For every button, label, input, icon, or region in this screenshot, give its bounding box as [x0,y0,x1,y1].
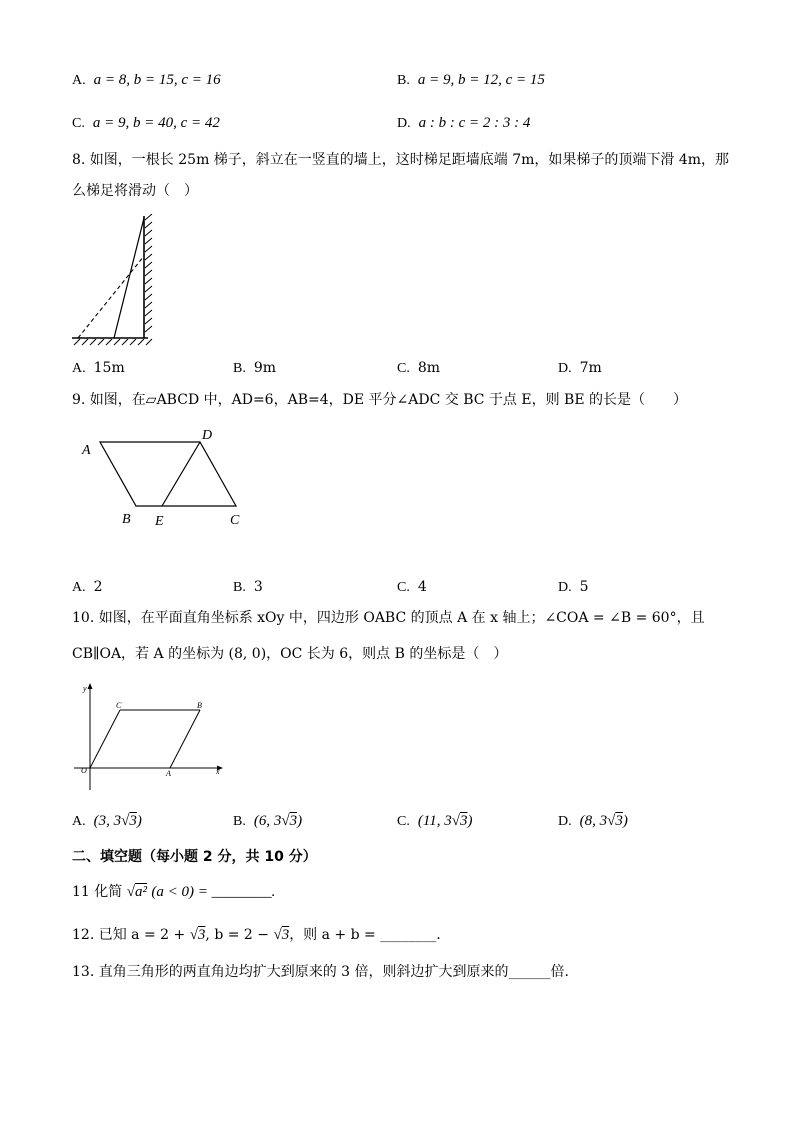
q8-option-d: D. 7m [558,360,602,376]
q8-option-a: A. 15m [72,360,125,376]
q10-option-a: A. (3, 3√3) [72,813,142,829]
q10-option-d: D. (8, 3√3) [558,813,628,829]
q10-option-b: B. (6, 3√3) [233,813,303,829]
q10-label-o: O [81,766,87,775]
q8-text-line2: 么梯足将滑动（ ） [72,183,198,199]
q11-text: 11 化简 √a² (a < 0) = ________. [72,884,276,900]
q9-label-c: C [230,513,240,528]
q8-text-line1: 8. 如图，一根长 25m 梯子，斜立在一竖直的墙上，这时梯足距墙底端 7m，如果梯子的顶端下滑 4m，那 [72,152,730,168]
q10-label-a: A [166,769,171,778]
q10-option-c: C. (11, 3√3) [397,813,473,829]
q9-option-c: C. 4 [397,579,427,595]
q9-parallelogram-figure [74,424,254,532]
q8-option-b: B. 9m [233,360,277,376]
q10-label-x: x [216,767,220,776]
q9-option-b: B. 3 [233,579,263,595]
q7-option-c: C. a = 9, b = 40, c = 42 [72,115,220,131]
q9-label-e: E [155,514,164,529]
q9-label-a: A [82,443,91,458]
q10-label-y: y [83,684,87,693]
q7-option-b: B. a = 9, b = 12, c = 15 [397,72,545,88]
section-2-title: 二、填空题（每小题 2 分，共 10 分） [72,849,317,865]
q10-label-c: C [116,701,122,710]
q8-option-c: C. 8m [397,360,441,376]
q12-text: 12. 已知 a = 2 + √3, b = 2 − √3，则 a + b = ________. [72,927,441,943]
q7-option-d: D. a : b : c = 2 : 3 : 4 [397,115,531,131]
q9-label-d: D [202,428,213,443]
q10-text-line2: CB∥OA，若 A 的坐标为 (8, 0)，OC 长为 6，则点 B 的坐标是（ ） [72,646,508,662]
q10-label-b: B [197,701,202,710]
q9-option-d: D. 5 [558,579,589,595]
q10-coordinate-figure [70,680,230,794]
q9-text: 9. 如图，在▱ABCD 中，AD=6，AB=4，DE 平分∠ADC 交 BC 于点 E，则 BE 的长是（ ） [72,392,687,408]
q10-text-line1: 10. 如图，在平面直角坐标系 xOy 中，四边形 OABC 的顶点 A 在 x 轴上；∠COA = ∠B = 60°，且 [72,610,705,626]
q9-label-b: B [122,512,131,527]
q13-text: 13. 直角三角形的两直角边均扩大到原来的 3 倍，则斜边扩大到原来的______倍. [72,964,569,980]
q7-option-a: A. a = 8, b = 15, c = 16 [72,72,221,88]
q9-option-a: A. 2 [72,579,103,595]
q8-ladder-figure [68,212,158,350]
